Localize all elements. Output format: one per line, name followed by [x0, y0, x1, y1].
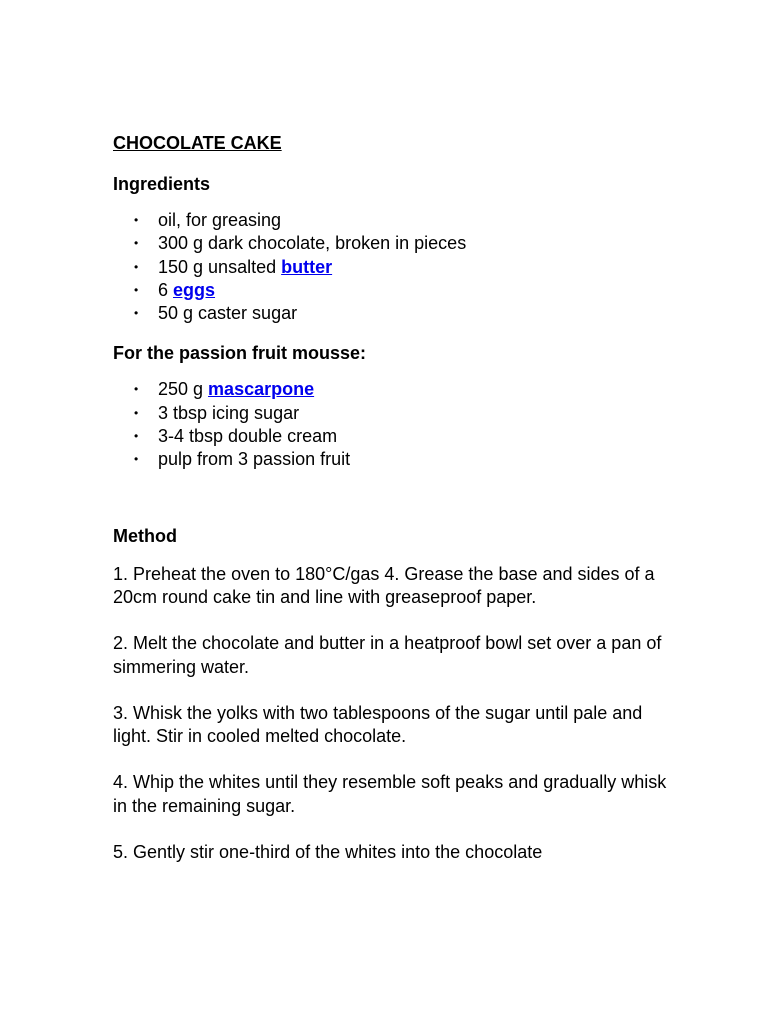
- ingredient-text: 50 g caster sugar: [158, 303, 298, 324]
- list-item: [113, 302, 673, 325]
- ingredient-text: 3-4 tbsp double cream: [158, 426, 338, 447]
- ingredients-list: [113, 209, 673, 325]
- method-step: 1. Preheat the oven to 180°C/gas 4. Grease the base and sides of a 20cm round cake tin and line with greaseproof paper.: [113, 563, 655, 607]
- mascarpone-link[interactable]: mascarpone: [208, 379, 315, 400]
- method-step: 3. Whisk the yolks with two tablespoons of the sugar until pale and light. Stir in cooled melted chocolate.: [113, 702, 643, 747]
- ingredient-text: 250 g: [158, 379, 209, 400]
- mousse-heading: For the passion fruit mousse:: [113, 343, 367, 364]
- recipe-title: CHOCOLATE CAKE: [113, 133, 282, 153]
- ingredient-text: pulp from 3 passion fruit: [158, 449, 351, 470]
- bullet-icon: •: [134, 405, 139, 420]
- list-item: [113, 378, 673, 401]
- method-heading: Method: [113, 525, 177, 546]
- bullet-icon: •: [134, 282, 139, 297]
- bullet-icon: •: [134, 259, 139, 274]
- list-item: [113, 232, 673, 255]
- list-item: [113, 402, 673, 425]
- mousse-ingredients-list: [113, 378, 673, 471]
- method-step: 2. Melt the chocolate and butter in a heatproof bowl set over a pan of simmering water.: [113, 633, 662, 677]
- ingredient-text: 150 g unsalted: [158, 256, 282, 277]
- list-item: [113, 448, 673, 471]
- method-step: 4. Whip the whites until they resemble soft peaks and gradually whisk in the remaining sugar.: [113, 772, 667, 816]
- butter-link[interactable]: butter: [281, 256, 333, 277]
- ingredient-text: 6: [158, 279, 174, 300]
- list-item: [113, 279, 673, 302]
- list-item: [113, 256, 673, 279]
- list-item: [113, 209, 673, 232]
- ingredient-text: 3 tbsp icing sugar: [158, 402, 300, 423]
- bullet-icon: •: [134, 452, 139, 467]
- method-step: 5. Gently stir one-third of the whites into the chocolate: [113, 842, 543, 863]
- bullet-icon: •: [134, 213, 139, 227]
- bullet-icon: •: [134, 236, 139, 251]
- ingredients-heading: Ingredients: [113, 174, 211, 194]
- eggs-link[interactable]: eggs: [173, 279, 216, 300]
- bullet-icon: •: [134, 429, 139, 444]
- recipe-document: [113, 130, 673, 864]
- bullet-icon: •: [134, 382, 139, 397]
- ingredient-text: 300 g dark chocolate, broken in pieces: [158, 233, 467, 254]
- list-item: [113, 425, 673, 448]
- ingredient-text: oil, for greasing: [158, 210, 282, 230]
- bullet-icon: •: [134, 306, 139, 321]
